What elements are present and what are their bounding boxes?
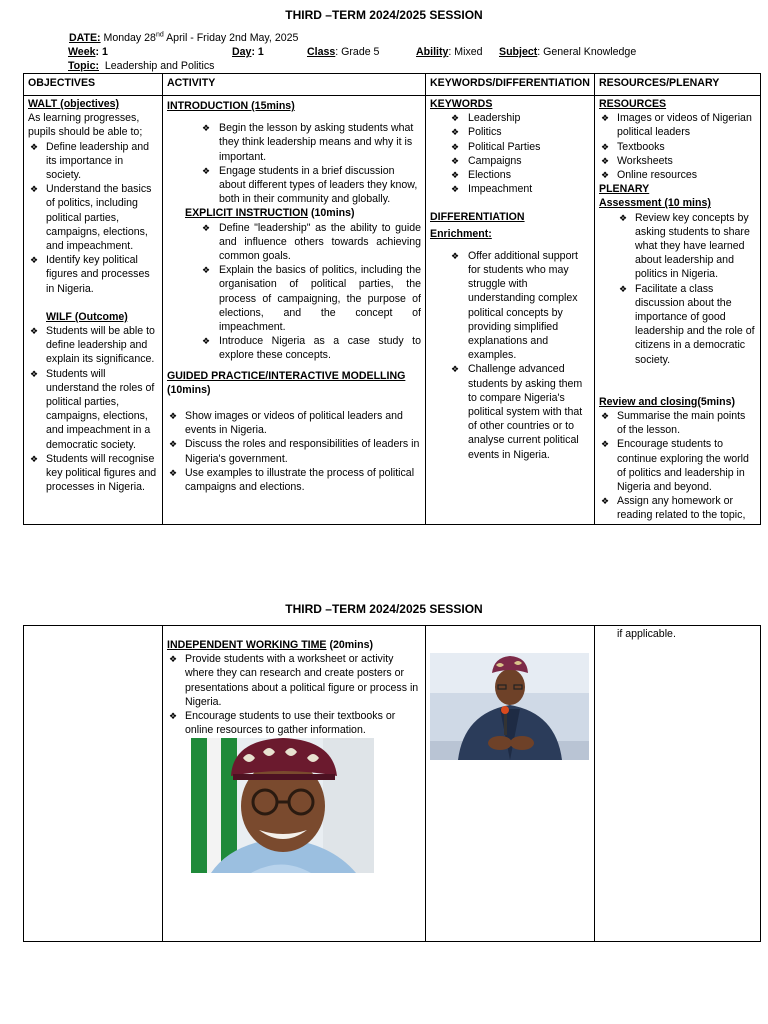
ability-value: : Mixed	[448, 46, 483, 58]
date-ordinal: nd	[155, 31, 164, 39]
list-item: ❖ Provide students with a worksheet or activity where they can research and create posters or presentations about a political figure or process in Nigeria.	[167, 652, 421, 709]
explicit-heading-text: EXPLICIT INSTRUCTION	[185, 207, 309, 220]
list-item: ❖ Show images or videos of political leaders and events in Nigeria.	[167, 409, 421, 437]
class-field	[307, 45, 379, 59]
independent-working-heading	[167, 638, 421, 652]
list-item: ❖ Review key concepts by asking students to share what they have learned about leadership and politics in Nigeria.	[617, 211, 756, 282]
independent-list	[167, 652, 421, 737]
objectives-cell-page2	[24, 626, 163, 942]
walt-list	[28, 140, 158, 296]
list-item: ❖ Define "leadership" as the ability to guide and influence others towards achieving common goals.	[219, 221, 421, 264]
subject-label: Subject	[499, 46, 538, 58]
day-value: : 1	[251, 46, 264, 58]
walt-intro: As learning progresses, pupils should be able to;	[28, 112, 143, 139]
list-item: ❖ Facilitate a class discussion about the importance of good leadership and the role of citizens in a democratic society.	[617, 282, 756, 367]
day-field	[232, 45, 264, 59]
list-item: ❖ Leadership	[468, 111, 590, 125]
walt-heading: WALT (objectives)	[28, 98, 120, 110]
guided-heading-text: GUIDED PRACTICE/INTERACTIVE MODELLING	[167, 369, 406, 382]
list-item: ❖ Students will recognise key political figures and processes in Nigeria.	[28, 452, 158, 495]
topic-field	[68, 59, 214, 73]
week-value: : 1	[95, 46, 108, 58]
explicit-heading-time: (10mins)	[308, 207, 355, 220]
review-heading-time: (5mins)	[697, 395, 736, 408]
explicit-list	[167, 221, 421, 363]
topic-value: Leadership and Politics	[104, 60, 215, 72]
list-item: ❖ Encourage students to use their textbooks or online resources to gather information.	[167, 709, 421, 737]
list-item: ❖ Textbooks	[599, 140, 756, 154]
class-label: Class	[307, 46, 336, 58]
guided-practice-time: (10mins)	[167, 383, 211, 396]
list-item: ❖ Encourage students to continue exploring the world of politics and leadership in Nigeria and beyond.	[599, 437, 756, 494]
enrichment-list	[430, 249, 590, 462]
list-item: ❖ Challenge advanced students by asking them to compare Nigeria's political system with that of other countries or to analyse current political events in Nigeria.	[468, 362, 590, 461]
session-title-page2: THIRD –TERM 2024/2025 SESSION	[285, 602, 483, 616]
resources-continued: if applicable.	[617, 628, 676, 640]
list-item: ❖ Summarise the main points of the lesson.	[599, 409, 756, 437]
week-field	[68, 45, 108, 59]
introduction-list	[167, 121, 421, 206]
wilf-heading: WILF (Outcome)	[46, 310, 128, 323]
review-heading-text: Review and closing	[599, 395, 698, 408]
date-label: DATE:	[69, 32, 101, 44]
differentiation-heading: DIFFERENTIATION	[430, 211, 525, 224]
list-item: ❖ Online resources	[599, 168, 756, 182]
week-label: Week	[68, 46, 96, 58]
governor-portrait-image	[430, 653, 589, 760]
political-leader-photo	[191, 738, 374, 873]
header-resources: RESOURCES/PLENARY	[595, 74, 761, 96]
list-item: ❖ Engage students in a brief discussion about different types of leaders they know, both in their community and globally.	[219, 164, 421, 207]
list-item: ❖ Political Parties	[468, 140, 590, 154]
header-keywords: KEYWORDS/DIFFERENTIATION	[426, 74, 595, 96]
day-label: Day	[232, 46, 252, 58]
list-item: ❖ Offer additional support for students who may struggle with understanding complex political concepts by providing simplified explanations and examples.	[468, 249, 590, 363]
enrichment-heading: Enrichment:	[430, 227, 492, 240]
resources-cell	[595, 96, 761, 525]
ability-field	[416, 45, 483, 59]
guided-practice-heading	[167, 369, 421, 383]
introduction-heading: INTRODUCTION (15mins)	[167, 100, 295, 112]
resources-list	[599, 111, 756, 182]
date-line	[69, 31, 298, 45]
review-list	[599, 409, 756, 523]
date-end: April - Friday 2nd May, 2025	[163, 32, 299, 44]
list-item: ❖ Impeachment	[468, 182, 590, 196]
session-title: THIRD –TERM 2024/2025 SESSION	[285, 8, 483, 22]
resources-cell-page2	[595, 626, 761, 942]
plenary-heading: PLENARY	[599, 183, 650, 196]
governor-photo	[430, 653, 589, 760]
list-item: ❖ Explain the basics of politics, including the organisation of political parties, the process of campaigning, the purpose of elections, and the concept of impeachment.	[219, 263, 421, 334]
list-item: ❖ Understand the basics of politics, including political parties, campaigns, elections, and impeachment.	[28, 182, 158, 253]
resources-heading: RESOURCES	[599, 98, 667, 110]
list-item: ❖ Elections	[468, 168, 590, 182]
list-item: ❖ Discuss the roles and responsibilities of leaders in Nigeria's government.	[167, 437, 421, 465]
lesson-plan-table	[23, 73, 761, 525]
list-item: ❖ Worksheets	[599, 154, 756, 168]
topic-label: Topic:	[68, 60, 99, 72]
list-item: ❖ Politics	[468, 125, 590, 139]
list-item: ❖ Students will be able to define leadership and explain its significance.	[28, 324, 158, 367]
explicit-instruction-heading	[167, 206, 421, 220]
review-closing-heading	[599, 395, 756, 409]
keywords-cell	[426, 96, 595, 525]
assessment-heading: Assessment (10 mins)	[599, 197, 711, 210]
date-start: Monday 28	[100, 32, 156, 44]
assessment-list	[599, 211, 756, 367]
objectives-cell	[24, 96, 163, 525]
subject-value: : General Knowledge	[537, 46, 637, 58]
list-item: ❖ Use examples to illustrate the process of political campaigns and elections.	[167, 466, 421, 494]
list-item: ❖ Introduce Nigeria as a case study to explore these concepts.	[219, 334, 421, 362]
class-value: : Grade 5	[335, 46, 380, 58]
list-item: ❖ Define leadership and its importance in society.	[28, 140, 158, 183]
subject-field	[499, 45, 636, 59]
keywords-heading: KEYWORDS	[430, 98, 493, 110]
list-item: ❖ Begin the lesson by asking students what they think leadership means and why it is important.	[219, 121, 421, 164]
list-item: ❖ Campaigns	[468, 154, 590, 168]
political-leader-portrait-image	[191, 738, 374, 873]
guided-list	[167, 409, 421, 494]
activity-cell	[163, 96, 426, 525]
ability-label: Ability	[416, 46, 449, 58]
independent-heading-time: (20mins)	[326, 639, 374, 651]
independent-heading-text: INDEPENDENT WORKING TIME	[167, 639, 327, 651]
list-item: ❖ Identify key political figures and processes in Nigeria.	[28, 253, 158, 296]
wilf-list	[28, 324, 158, 494]
list-item: ❖ Images or videos of Nigerian political leaders	[599, 111, 756, 139]
list-item: ❖ Assign any homework or reading related to the topic,	[599, 494, 756, 522]
header-objectives: OBJECTIVES	[24, 74, 163, 96]
lesson-plan-table-page2	[23, 625, 761, 942]
keywords-list	[430, 111, 590, 196]
list-item: ❖ Students will understand the roles of political parties, campaigns, elections, and impeachment in a democratic society.	[28, 367, 158, 452]
header-activity: ACTIVITY	[163, 74, 426, 96]
